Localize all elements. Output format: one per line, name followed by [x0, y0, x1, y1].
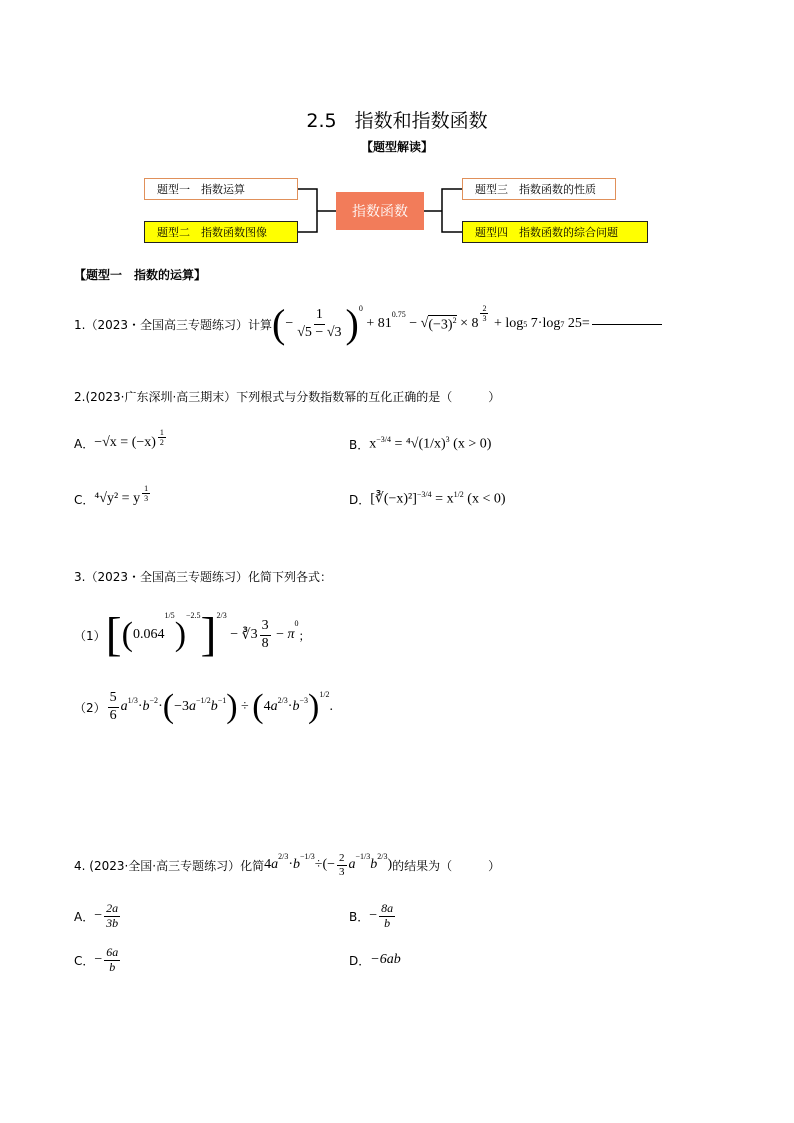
right-bracket-line — [442, 189, 462, 232]
q3-part-1: （1） [ ( 0.064 1/5 ) $^{-2.5}$ ] $^{2/3}$ − ∛ 3 $\frac{3}{8}$ − π $^0$ ； — [74, 608, 311, 661]
q4-option-d[interactable]: D． −6ab — [349, 952, 401, 968]
q3-prefix: 3.（2023・全国高三专题练习）化简下列各式： — [74, 570, 332, 584]
mindmap-node-type1: 题型一 指数运算 — [144, 178, 298, 200]
q2-option-a[interactable]: A． −√x = (−x) $\frac{1}{2}$ — [74, 428, 164, 451]
q2-option-b[interactable]: B． $x^{-3/4} = ^4√(1/x)^3$ (x > 0) — [349, 435, 492, 452]
section-number: 2.5 — [306, 110, 337, 132]
question-2 — [74, 388, 500, 405]
question-1: 1.（2023・全国高三专题练习）计算 ( − $\frac{1}{√5 - √3}$ ) $^0$ + 81 $^{0.75}$ − √ $(-3)^2$ × 8 $\frac{2}{3}$ + log 5 7 · log 7 25 = — [74, 302, 662, 346]
q1-prefix: 1.（2023・全国高三专题练习）计算 — [74, 317, 272, 332]
section-heading: 【题型一 指数的运算】 — [74, 268, 207, 282]
answer-blank[interactable] — [592, 323, 662, 325]
q4-option-c[interactable]: C． − $\frac{6a}{b}$ — [74, 944, 119, 974]
mindmap-node-type4: 题型四 指数函数的综合问题 — [462, 221, 648, 243]
left-bracket-line — [298, 189, 317, 232]
title-text: 指数和指数函数 — [354, 110, 488, 132]
q2-option-c[interactable]: C． ⁴√y² = y $\frac{1}{3}$ — [74, 484, 149, 507]
q3-part-2: （2） $\frac{5}{6}$ a $^{1/3}$ · b $^{-2}$ · ( −3 a $^{-1/2}$ b $^{-1}$ ) ÷ ( 4 a $^{2/3}$ · b $^{-3}$ ) $^{1/2}$ . — [74, 688, 334, 725]
q4-option-b[interactable]: B． − $\frac{8a}{b}$ — [349, 900, 394, 930]
q4-option-a[interactable]: A． − $\frac{2a}{3b}$ — [74, 900, 119, 930]
subtitle: 【题型解读】 — [360, 140, 433, 154]
q2-option-d[interactable]: D． [∛(−x)²]$^{-3/4}$ = $x^{1/2}$ (x < 0) — [349, 490, 506, 507]
mindmap-node-type2: 题型二 指数函数图像 — [144, 221, 298, 243]
q2-prefix: 2.(2023·广东深圳·高三期末）下列根式与分数指数幂的互化正确的是（ ） — [74, 390, 501, 404]
question-4: 4. (2023·全国·高三专题练习）化简 4 a $^{2/3}$ · b $^{-1/3}$ ÷ (− $\frac{2}{3}$ a $^{-1/3}$ b $^{2/3}$ ) 的结果为（ ） — [74, 851, 501, 878]
mindmap-center: 指数函数 — [336, 192, 424, 230]
mindmap-node-type3: 题型三 指数函数的性质 — [462, 178, 616, 200]
question-3 — [74, 568, 332, 585]
